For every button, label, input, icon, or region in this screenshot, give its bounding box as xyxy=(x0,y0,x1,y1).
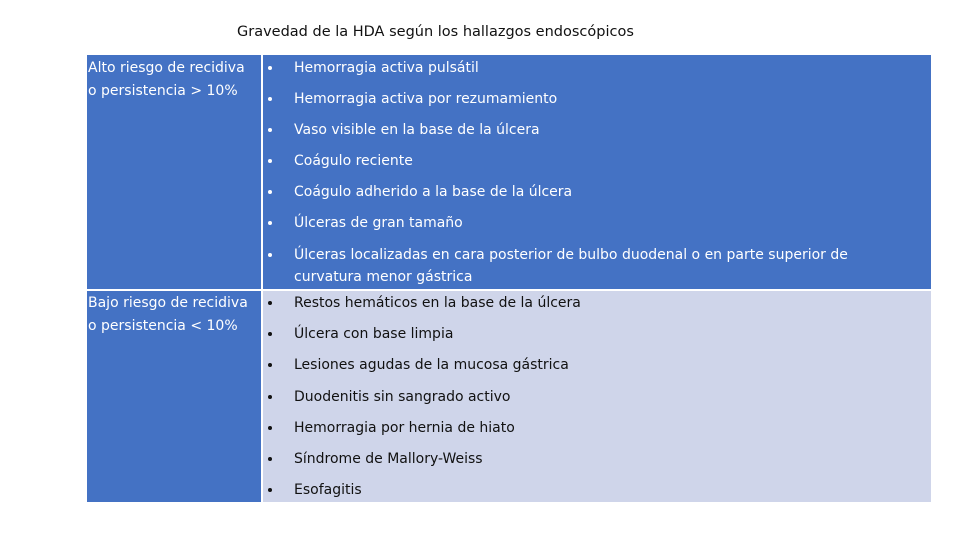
high-risk-label-line2: o persistencia > 10% xyxy=(88,83,238,99)
bullet-icon xyxy=(268,395,272,399)
bullet-icon xyxy=(268,159,272,163)
bullet-icon xyxy=(268,457,272,461)
bullet-icon xyxy=(268,426,272,430)
high-risk-label-line1: Alto riesgo de recidiva xyxy=(88,60,245,76)
bullet-icon xyxy=(268,190,272,194)
bullet-icon xyxy=(268,221,272,225)
low-risk-label-line2: o persistencia < 10% xyxy=(88,318,238,334)
bullet-icon xyxy=(268,301,272,305)
bullet-icon xyxy=(268,488,272,492)
low-risk-label-line1: Bajo riesgo de recidiva xyxy=(88,295,248,311)
bullet-icon xyxy=(268,332,272,336)
bullet-icon xyxy=(268,66,272,70)
bullet-icon xyxy=(268,97,272,101)
table-title: Gravedad de la HDA según los hallazgos endoscópicos xyxy=(237,24,634,40)
bullet-icon xyxy=(268,128,272,132)
bullet-icon xyxy=(268,253,272,257)
bullet-icon xyxy=(268,363,272,367)
